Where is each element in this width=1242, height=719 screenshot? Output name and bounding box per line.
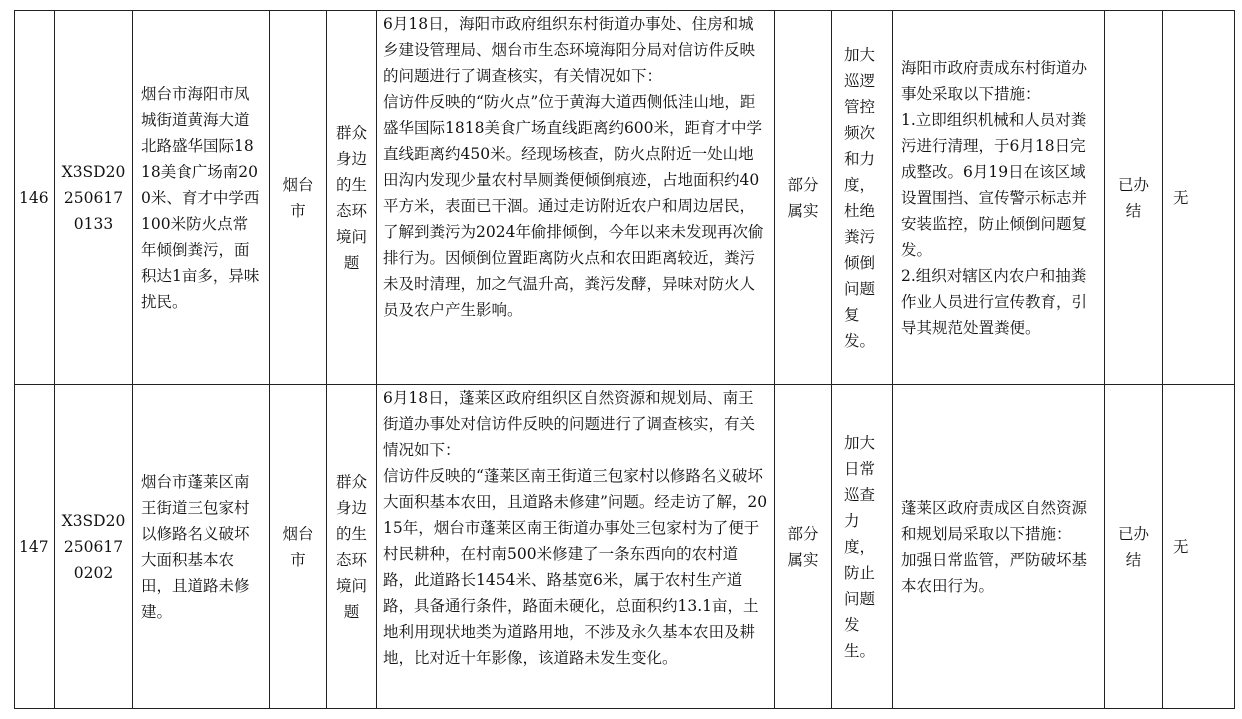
measures-para-1: 海阳市政府责成东村街道办事处采取以下措施： (901, 58, 1088, 103)
investigation-para-1: 6月18日，蓬莱区政府组织区自然资源和规划局、南王街道办事处对信访件反映的问题进行了调查核实，有关情况如下： (383, 389, 756, 459)
accountability-cell: 无 (1163, 385, 1235, 709)
category-cell: 群众身边的生态环境问题 (327, 385, 377, 709)
investigation-cell (377, 385, 775, 709)
accountability-cell: 无 (1163, 11, 1235, 385)
measures-para-2: 加强日常监管，严防破坏基本农田行为。 (901, 550, 1088, 595)
row-index: 147 (15, 385, 55, 709)
verdict-cell: 部分属实 (775, 11, 832, 385)
suggestion-cell: 加大巡逻管控频次和力度，杜绝粪污倾倒问题复发。 (832, 11, 893, 385)
measures-cell (893, 11, 1105, 385)
city-cell: 烟台市 (270, 11, 327, 385)
petition-location: 烟台市蓬莱区南王街道三包家村以修路名义破坏大面积基本农田，且道路未修建。 (133, 385, 270, 709)
category-cell: 群众身边的生态环境问题 (327, 11, 377, 385)
measures-cell (893, 385, 1105, 709)
status-cell: 已办结 (1105, 11, 1163, 385)
table-row (15, 11, 1235, 385)
petition-location: 烟台市海阳市凤城街道黄海大道北路盛华国际1818美食广场南200米、育才中学西100米防火点常年倾倒粪污，面积达1亩多，异味扰民。 (133, 11, 270, 385)
suggestion-cell: 加大日常巡查力度，防止问题发生。 (832, 385, 893, 709)
investigation-para-2: 信访件反映的“防火点”位于黄海大道西侧低洼山地，距盛华国际1818美食广场直线距离约600米，距育才中学直线距离约450米。经现场核查，防火点附近一处山地田沟内发现少量农村旱厕粪便倾倒痕迹，占地面积约40平方米，表面已干涸。通过走访附近农户和周边居民，了解到粪污为2024年偷排倾倒，今年以来未发现再次偷排行为。因倾倒位置距离防火点和农田距离较近，粪污未及时清理，加之气温升高，粪污发酵，异味对防火人员及农户产生影响。 (383, 93, 764, 319)
verdict-cell: 部分属实 (775, 385, 832, 709)
row-index: 146 (15, 11, 55, 385)
measures-para-2: 1.立即组织机械和人员对粪污进行清理，于6月18日完成整改。6月19日在该区域设置围挡、宣传警示标志并安装监控，防止倾倒问题复发。 (901, 110, 1088, 259)
investigation-para-2: 信访件反映的“蓬莱区南王街道三包家村以修路名义破坏大面积基本农田，且道路未修建”问题。经走访了解，2015年，烟台市蓬莱区南王街道办事处三包家村为了便于村民耕种，在村南500米修建了一条东西向的农村道路，此道路长1454米、路基宽6米，属于农村生产道路，具备通行条件，路面未硬化，总面积约13.1亩，土地利用现状地类为道路用地，不涉及永久基本农田及耕地，比对近十年影像，该道路未发生变化。 (383, 467, 768, 667)
petition-code: X3SD20250617 0133 (55, 11, 133, 385)
investigation-para-1: 6月18日，海阳市政府组织东村街道办事处、住房和城乡建设管理局、烟台市生态环境海阳分局对信访件反映的问题进行了调查核实，有关情况如下： (383, 15, 756, 85)
status-cell: 已办结 (1105, 385, 1163, 709)
measures-para-3: 2.组织对辖区内农户和抽粪作业人员进行宣传教育，引导其规范处置粪便。 (901, 266, 1088, 337)
petition-code: X3SD20250617 0202 (55, 385, 133, 709)
petition-table (14, 10, 1235, 709)
measures-para-1: 蓬莱区政府责成区自然资源和规划局采取以下措施： (901, 498, 1088, 543)
city-cell: 烟台市 (270, 385, 327, 709)
table-row (15, 385, 1235, 709)
investigation-cell (377, 11, 775, 385)
